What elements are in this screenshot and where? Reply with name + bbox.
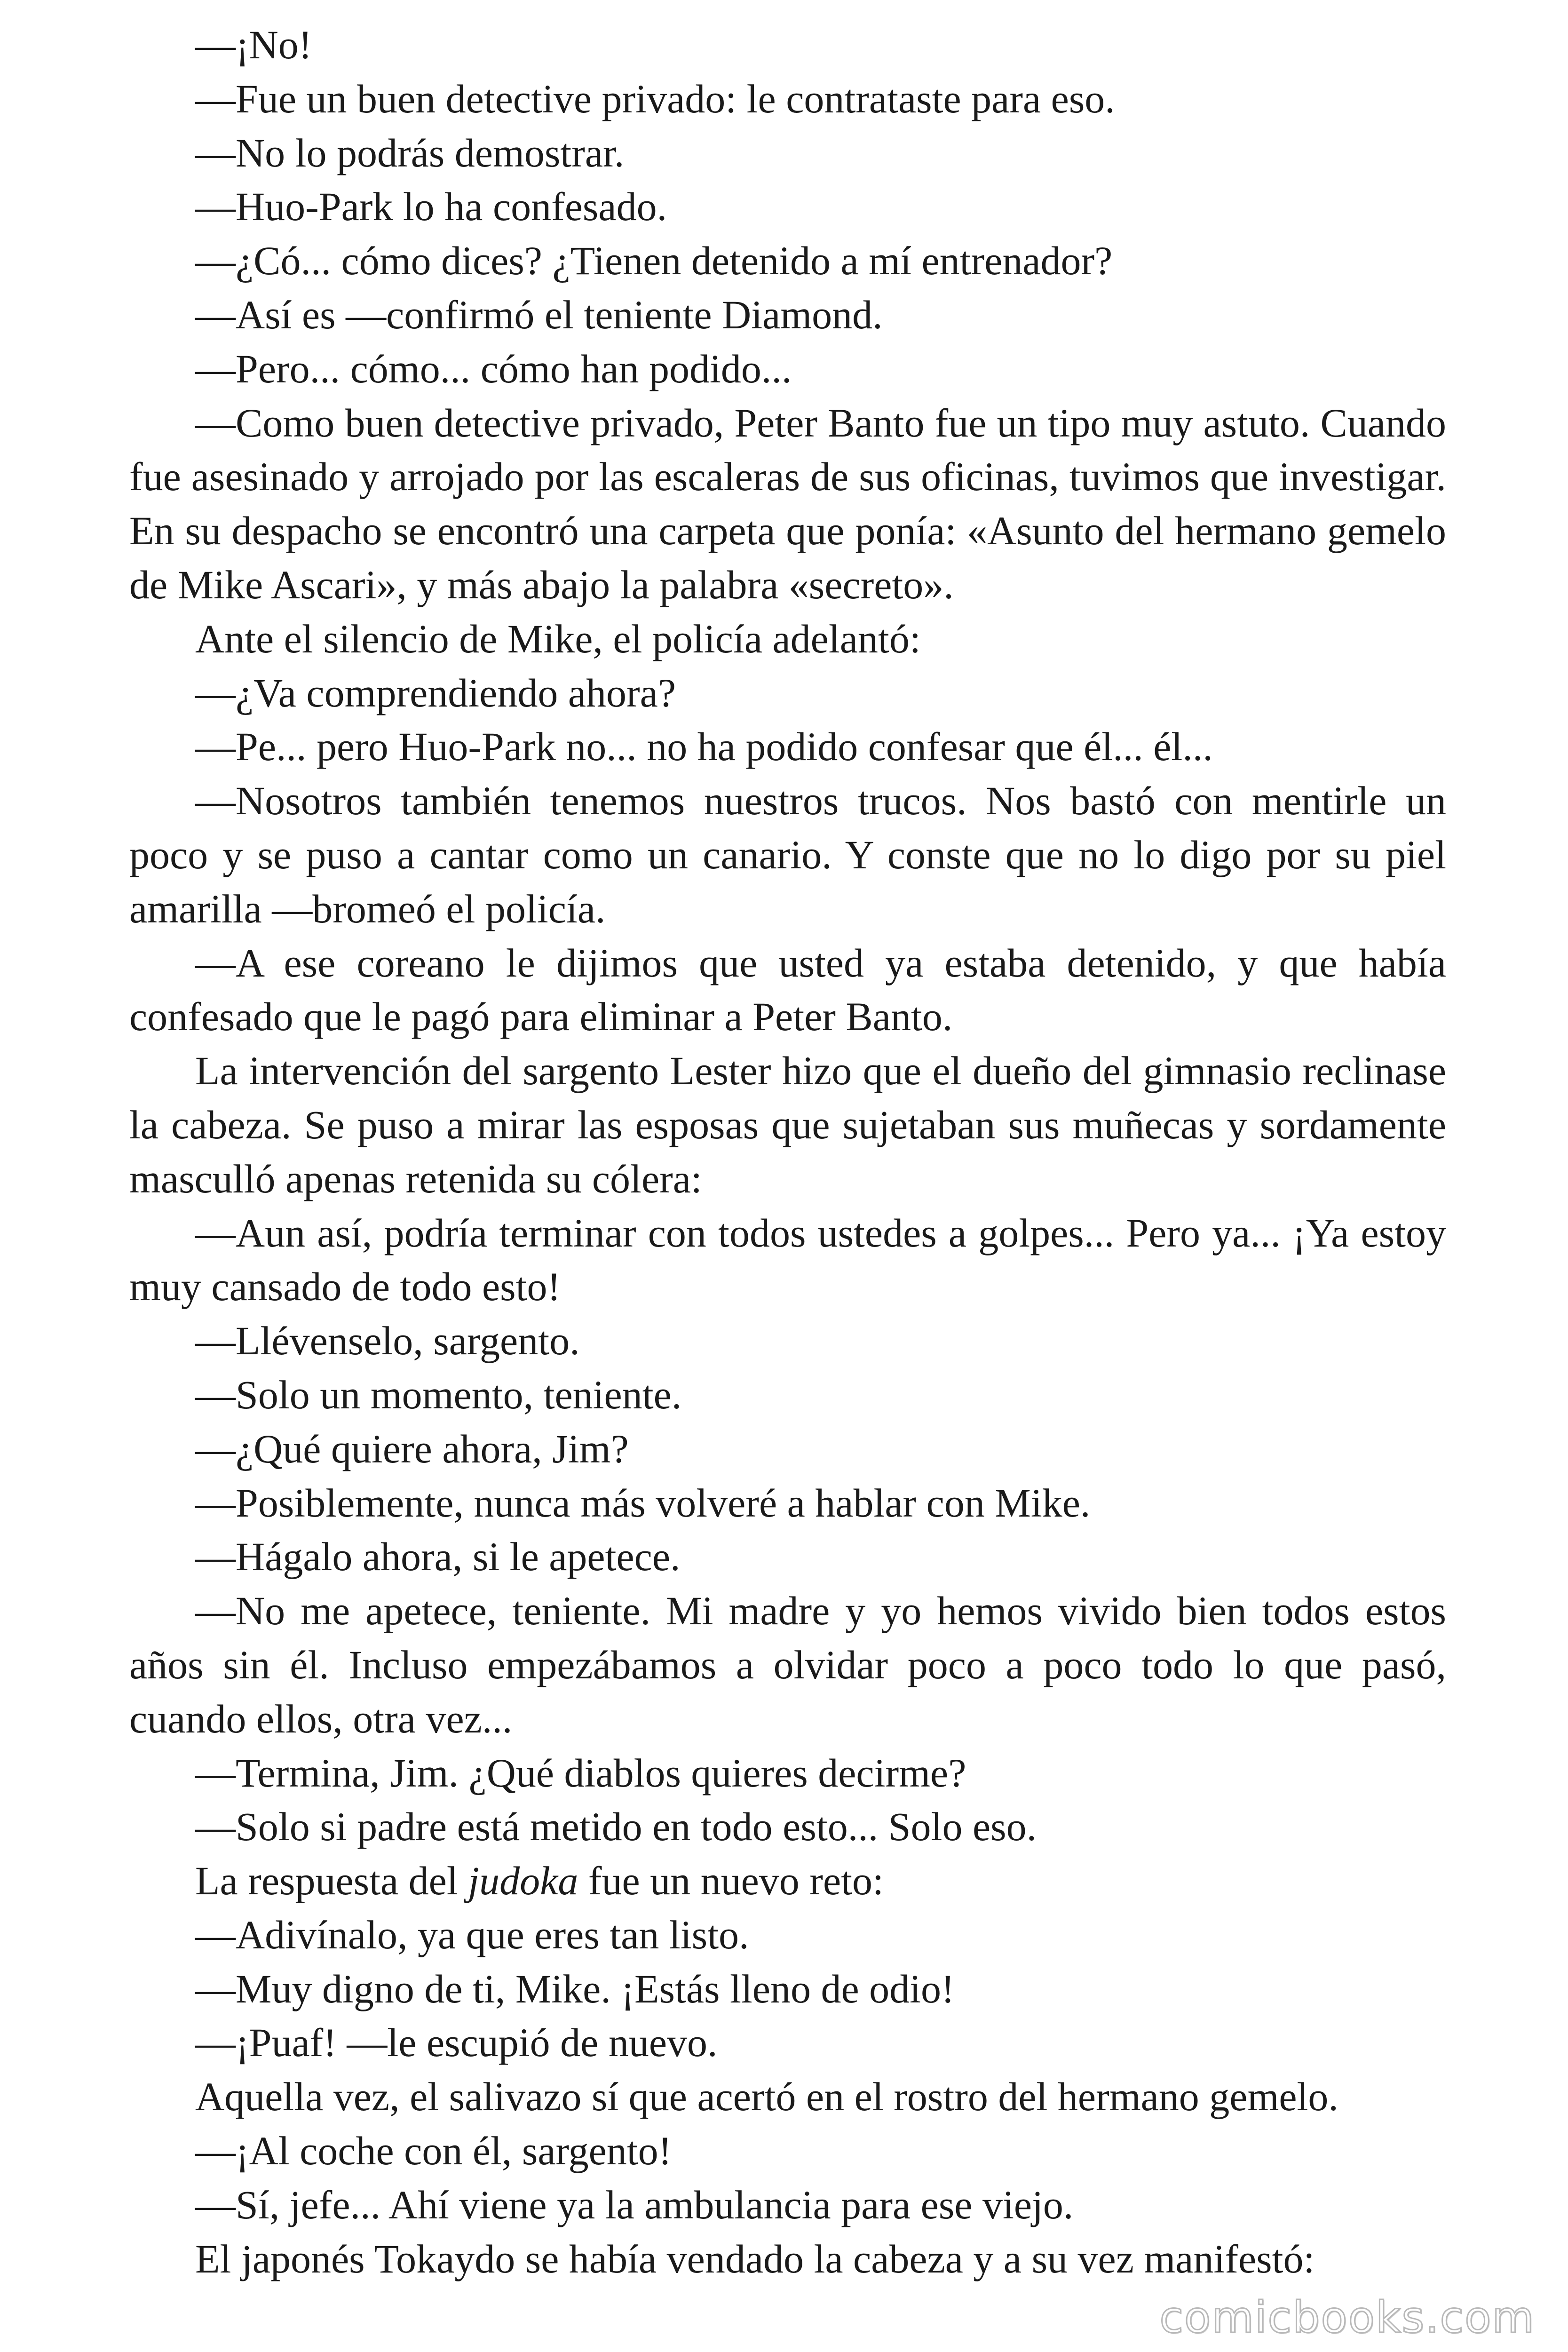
judoka-italic: judoka [468,1858,578,1904]
paragraph: Ante el silencio de Mike, el policía adelantó: [195,616,921,661]
paragraph: —Fue un buen detective privado: le contrataste para eso. [195,76,1115,121]
paragraph: El japonés Tokaydo se había vendado la cabeza y a su vez manifestó: [195,2236,1315,2281]
paragraph: —Solo un momento, teniente. [195,1372,682,1417]
paragraph: —¿Qué quiere ahora, Jim? [195,1426,629,1471]
judoka-after: fue un nuevo reto: [578,1858,884,1904]
paragraph: —Así es —confirmó el teniente Diamond. [195,292,883,337]
paragraph: —Adivínalo, ya que eres tan listo. [195,1912,749,1957]
paragraph: Aquella vez, el salivazo sí que acertó en el rostro del hermano gemelo. [195,2074,1338,2120]
paragraph: —Pe... pero Huo-Park no... no ha podido confesar que él... él... [195,724,1213,770]
paragraph: —Pero... cómo... cómo han podido... [195,346,792,391]
paragraph: —Nosotros también tenemos nuestros trucos. Nos bastó con mentirle un poco y se puso a cantar como un canario. Y conste que no lo digo por su piel amarilla —bromeó el policía. [129,778,1446,931]
paragraph: —Aun así, podría terminar con todos ustedes a golpes... Pero ya... ¡Ya estoy muy cansado de todo esto! [129,1210,1446,1310]
paragraph: —¡Al coche con él, sargento! [195,2128,672,2174]
watermark: comicbooks.com [1159,2292,1535,2343]
judoka-before: La respuesta del [195,1858,468,1904]
paragraph: —A ese coreano le dijimos que usted ya estaba detenido, y que había confesado que le pagó para eliminar a Peter Banto. [129,940,1446,1040]
page-text [129,18,1446,2286]
paragraph: —¡Puaf! —le escupió de nuevo. [195,2020,718,2066]
paragraph: —Huo-Park lo ha confesado. [195,184,667,230]
paragraph: —Termina, Jim. ¿Qué diablos quieres decirme? [195,1750,966,1796]
paragraph: —Como buen detective privado, Peter Banto fue un tipo muy astuto. Cuando fue asesinado y arrojado por las escaleras de sus oficinas, tuvimos que investigar. En su despacho se encontró una carpeta que ponía: «Asunto del hermano gemelo de Mike Ascari», y más abajo la palabra «secreto». [129,400,1446,607]
paragraph: —Muy digno de ti, Mike. ¡Estás lleno de odio! [195,1966,955,2011]
paragraph: —Sí, jefe... Ahí viene ya la ambulancia para ese viejo. [195,2182,1074,2227]
paragraph: —¡No! [195,22,312,67]
paragraph: —Llévenselo, sargento. [195,1318,580,1364]
paragraph: —No lo podrás demostrar. [195,130,625,175]
paragraph-judoka [129,1854,1446,1908]
paragraph: —¿Va comprendiendo ahora? [195,670,676,715]
paragraph: —Hágalo ahora, si le apetece. [195,1534,681,1580]
paragraph: —No me apetece, teniente. Mi madre y yo hemos vivido bien todos estos años sin él. Incluso empezábamos a olvidar poco a poco todo lo que pasó, cuando ellos, otra vez... [129,1588,1446,1741]
paragraph: —¿Có... cómo dices? ¿Tienen detenido a mí entrenador? [195,238,1113,284]
paragraph: —Solo si padre está metido en todo esto... Solo eso. [195,1804,1037,1850]
paragraph: La intervención del sargento Lester hizo que el dueño del gimnasio reclinase la cabeza. Se puso a mirar las esposas que sujetaban sus muñecas y sordamente masculló apenas retenida su cólera: [129,1048,1446,1201]
paragraph: —Posiblemente, nunca más volveré a hablar con Mike. [195,1480,1091,1526]
